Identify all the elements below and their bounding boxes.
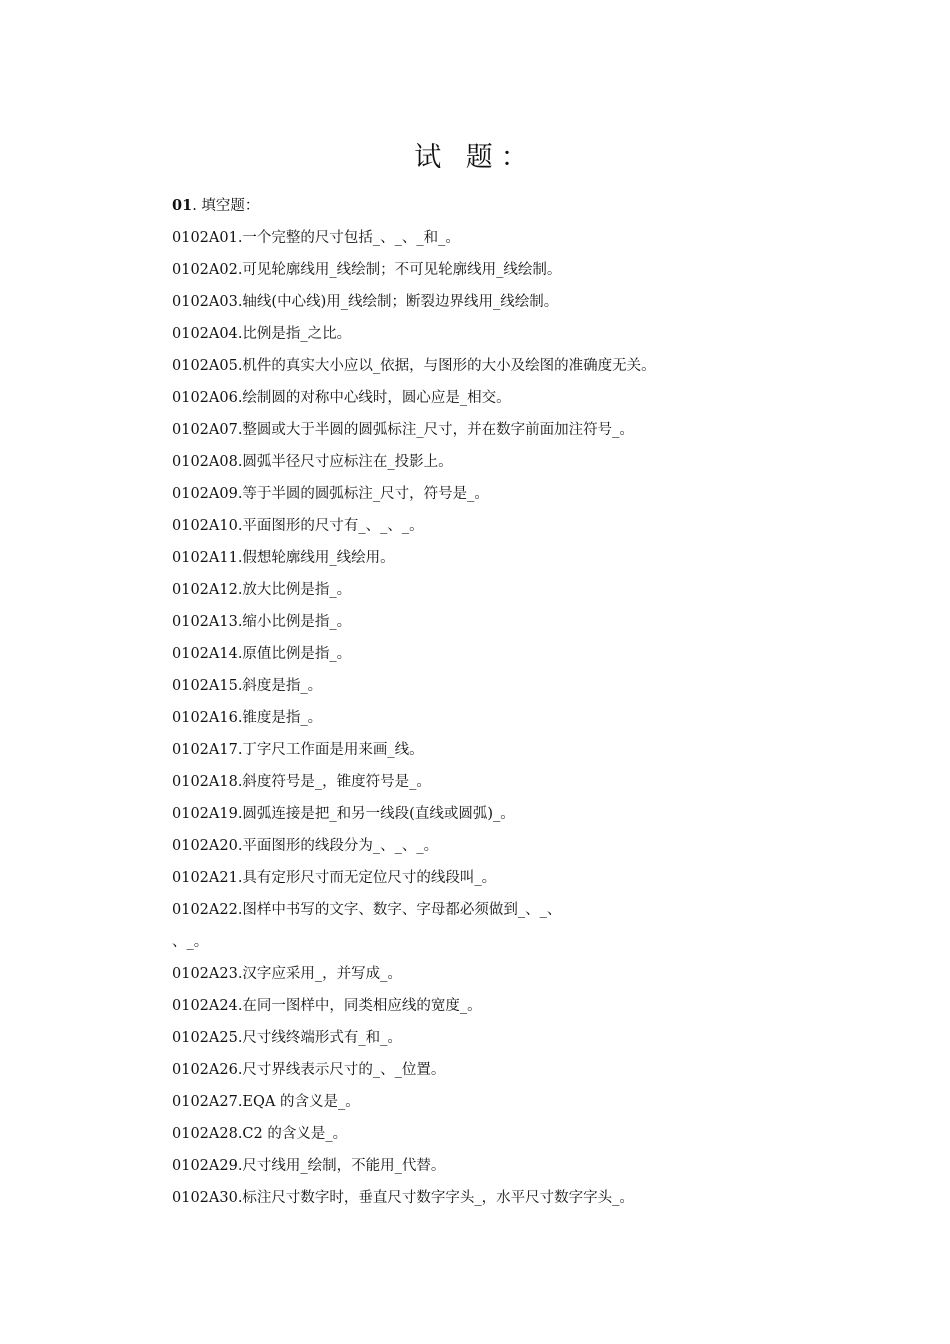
question-item: 0102A23.汉字应采用_，并写成_。 bbox=[172, 966, 402, 982]
section-heading bbox=[172, 190, 772, 222]
question-item: 0102A19.圆弧连接是把_和另一线段(直线或圆弧)_。 bbox=[172, 806, 515, 822]
question-item: 0102A25.尺寸线终端形式有_和_。 bbox=[172, 1030, 402, 1046]
question-item: 0102A04.比例是指_之比。 bbox=[172, 326, 352, 342]
question-item: 0102A28.C2 的含义是_。 bbox=[172, 1126, 348, 1142]
question-item: 0102A16.锥度是指_。 bbox=[172, 710, 323, 726]
section-number: 01 bbox=[172, 197, 193, 214]
question-item: 0102A11.假想轮廓线用_线绘用。 bbox=[172, 550, 395, 566]
question-item: 0102A06.绘制圆的对称中心线时，圆心应是_相交。 bbox=[172, 390, 511, 406]
question-item-continuation: 、_。 bbox=[172, 934, 209, 950]
question-item: 0102A22.图样中书写的文字、数字、字母都必须做到_、_、 bbox=[172, 902, 562, 918]
question-item: 0102A08.圆弧半径尺寸应标注在_投影上。 bbox=[172, 454, 453, 470]
question-item: 0102A03.轴线(中心线)用_线绘制；断裂边界线用_线绘制。 bbox=[172, 294, 559, 310]
question-item: 0102A30.标注尺寸数字时，垂直尺寸数字字头_，水平尺寸数字字头_。 bbox=[172, 1190, 634, 1206]
section-label: . 填空题： bbox=[192, 198, 260, 214]
question-item: 0102A10.平面图形的尺寸有_、_、_。 bbox=[172, 518, 424, 534]
question-item: 0102A26.尺寸界线表示尺寸的_、_位置。 bbox=[172, 1062, 446, 1078]
question-item: 0102A12.放大比例是指_。 bbox=[172, 582, 352, 598]
question-list bbox=[172, 190, 772, 1214]
question-item: 0102A14.原值比例是指_。 bbox=[172, 646, 352, 662]
question-item: 0102A13.缩小比例是指_。 bbox=[172, 614, 352, 630]
question-item: 0102A24.在同一图样中，同类相应线的宽度_。 bbox=[172, 998, 482, 1014]
question-item: 0102A02.可见轮廓线用_线绘制；不可见轮廓线用_线绘制。 bbox=[172, 262, 562, 278]
question-item: 0102A15.斜度是指_。 bbox=[172, 678, 323, 694]
page-title: 试 题： bbox=[414, 142, 536, 173]
question-item: 0102A01.一个完整的尺寸包括_、_、_和_。 bbox=[172, 230, 460, 246]
question-item: 0102A20.平面图形的线段分为_、_、_。 bbox=[172, 838, 439, 854]
question-item: 0102A27.EQA 的含义是_。 bbox=[172, 1094, 360, 1110]
question-item: 0102A09.等于半圆的圆弧标注_尺寸，符号是_。 bbox=[172, 486, 489, 502]
question-item: 0102A21.具有定形尺寸而无定位尺寸的线段叫_。 bbox=[172, 870, 497, 886]
question-item: 0102A29.尺寸线用_绘制，不能用_代替。 bbox=[172, 1158, 446, 1174]
question-item: 0102A07.整圆或大于半圆的圆弧标注_尺寸，并在数字前面加注符号_。 bbox=[172, 422, 634, 438]
question-item: 0102A17.丁字尺工作面是用来画_线。 bbox=[172, 742, 424, 758]
question-item: 0102A05.机件的真实大小应以_依据，与图形的大小及绘图的准确度无关。 bbox=[172, 358, 656, 374]
question-item: 0102A18.斜度符号是_，锥度符号是_。 bbox=[172, 774, 431, 790]
